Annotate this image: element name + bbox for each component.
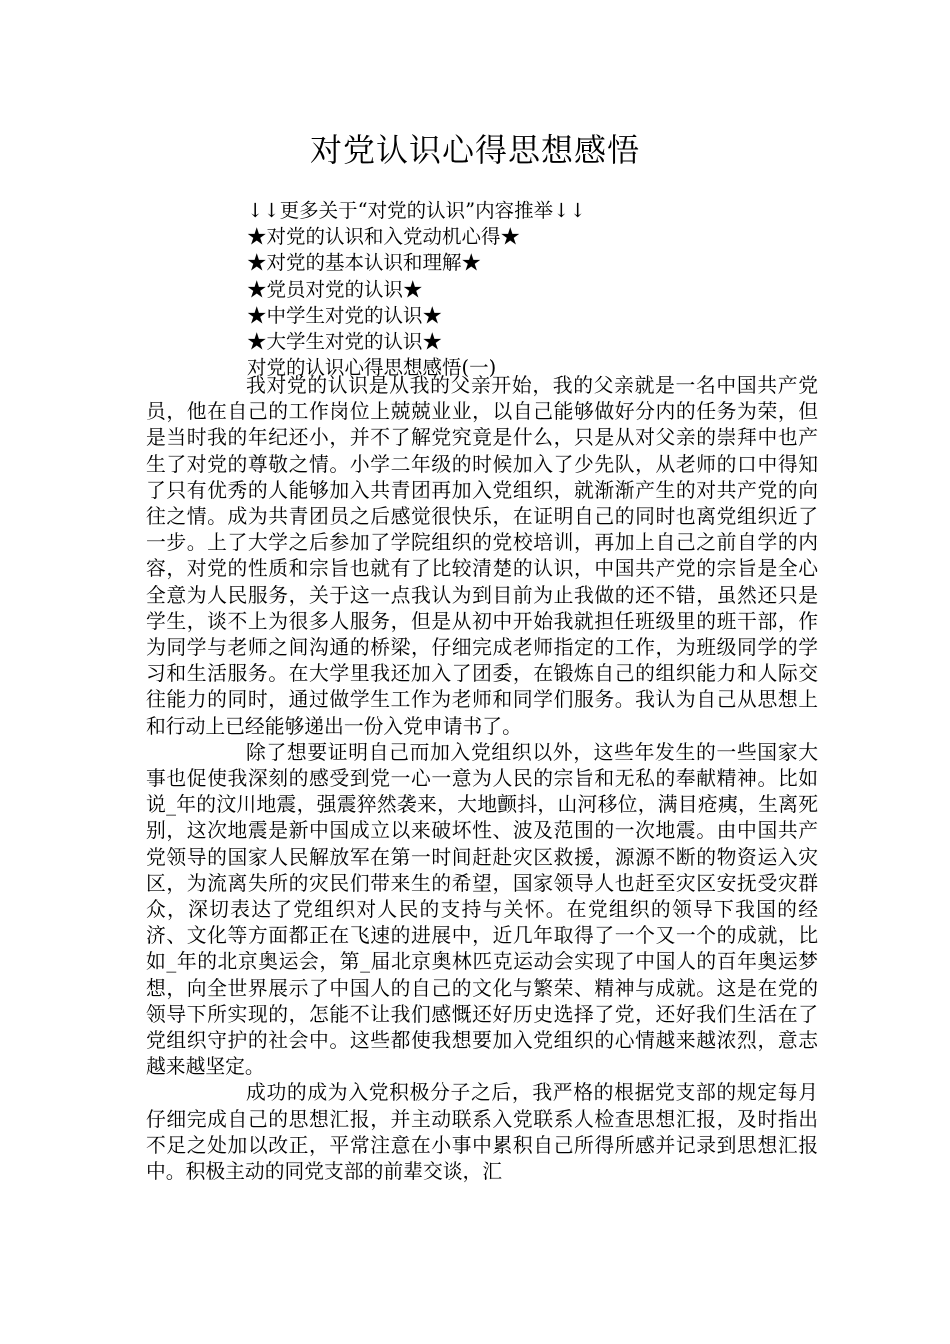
paragraph: 除了想要证明自己而加入党组织以外，这些年发生的一些国家大事也促使我深刻的感受到党一心一意为人民的宗旨和无私的奉献精神。比如说_年的汶川地震，强震猝然袭来，大地颤抖，山河移位，满目疮痍，生离死别，这次地震是新中国成立以来破坏性、波及范围的一次地震。由中国共产党领导的国家人民解放军在第一时间赶赴灾区救援，源源不断的物资运入灾区，为流离失所的灾民们带来生的希望，国家领导人也赶至灾区安抚受灾群众，深切表达了党组织对人民的支持与关怀。在党组织的领导下我国的经济、文化等方面都正在飞速的进展中，近几年取得了一个又一个的成就，比如_年的北京奥运会，第_届北京奥林匹克运动会实现了中国人的百年奥运梦想，向全世界展示了中国人的自己的文化与繁荣、精神与成就。这是在党的领导下所实现的，怎能不让我们感慨还好历史选择了党，还好我们生活在了党组织守护的社会中。这些都使我想要加入党组织的心情越来越浓烈，意志越来越坚定。 [146, 740, 818, 1079]
recommend-block [247, 198, 847, 381]
paragraph: 我对党的认识是从我的父亲开始，我的父亲就是一名中国共产党员，他在自己的工作岗位上兢兢业业，以自己能够做好分内的任务为荣，但是当时我的年纪还小，并不了解党究竟是什么，只是从对父亲的崇拜中也产生了对党的尊敬之情。小学二年级的时候加入了少先队，从老师的口中得知了只有优秀的人能够加入共青团再加入党组织，就渐渐产生的对共产党的向往之情。成为共青团员之后感觉很快乐，在证明自己的同时也离党组织近了一步。上了大学之后参加了学院组织的党校培训，再加上自己之前自学的内容，对党的性质和宗旨也就有了比较清楚的认识，中国共产党的宗旨是全心全意为人民服务，关于这一点我认为到目前为止我做的还不错，虽然还只是学生，谈不上为很多人服务，但是从初中开始我就担任班级里的班干部，作为同学与老师之间沟通的桥梁，仔细完成老师指定的工作，为班级同学的学习和生活服务。在大学里我还加入了团委，在锻炼自己的组织能力和人际交往能力的同时，通过做学生工作为老师和同学们服务。我认为自己从思想上和行动上已经能够递出一份入党申请书了。 [146, 374, 818, 738]
recommend-link[interactable]: ★党员对党的认识★ [247, 277, 423, 301]
recommend-link[interactable]: ★中学生对党的认识★ [247, 303, 443, 327]
paragraph: 成功的成为入党积极分子之后，我严格的根据党支部的规定每月仔细完成自己的思想汇报，并主动联系入党联系人检查思想汇报，及时指出不足之处加以改正，平常注意在小事中累积自己所得所感并记录到思想汇报中。积极主动的同党支部的前辈交谈，汇 [146, 1081, 818, 1184]
recommend-link[interactable]: ★大学生对党的认识★ [247, 329, 443, 353]
body-text [146, 373, 818, 1185]
document-title: 对党认识心得思想感悟 [309, 131, 640, 169]
recommend-link[interactable]: ★对党的基本认识和理解★ [247, 251, 482, 275]
section-heading: 对党的认识心得思想感悟(一) [247, 356, 497, 380]
recommend-header: ↓↓更多关于“对党的认识”内容推举↓↓ [247, 199, 586, 222]
recommend-link[interactable]: ★对党的认识和入党动机心得★ [247, 225, 521, 249]
